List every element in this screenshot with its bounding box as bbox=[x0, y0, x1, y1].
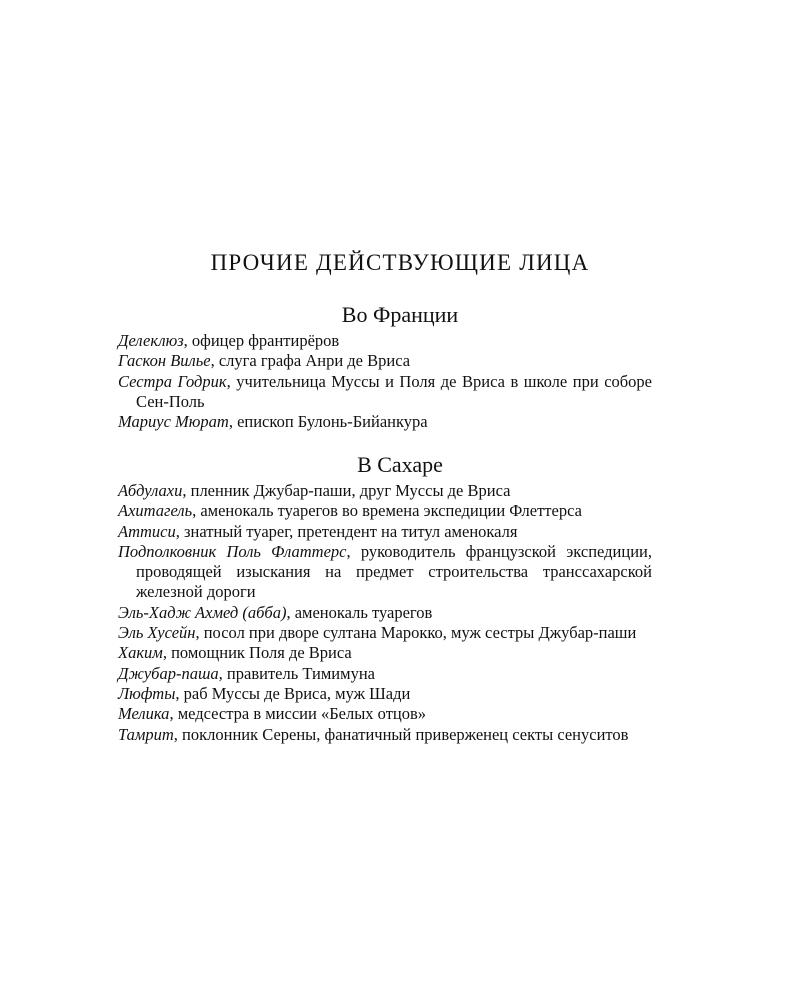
character-entry bbox=[118, 664, 652, 684]
character-name: Люфты bbox=[118, 683, 176, 703]
character-entry bbox=[118, 481, 652, 501]
character-description: , помощник Поля де Вриса bbox=[162, 643, 352, 663]
character-list-sahara bbox=[118, 481, 652, 745]
character-description: , епископ Булонь-Бийанкура bbox=[228, 412, 428, 432]
character-description: , раб Муссы де Вриса, муж Шади bbox=[175, 683, 411, 703]
character-name: Эль-Хадж Ахмед (абба) bbox=[118, 602, 287, 622]
character-entry bbox=[118, 351, 652, 371]
page-title: ПРОЧИЕ ДЕЙСТВУЮЩИЕ ЛИЦА bbox=[210, 250, 590, 275]
character-entry bbox=[118, 331, 652, 351]
character-name: Мелика bbox=[118, 704, 170, 724]
section-heading-sahara: В Сахаре bbox=[357, 452, 443, 477]
character-description: , правитель Тимимуна bbox=[218, 663, 375, 683]
character-description: , медсестра в миссии «Белых отцов» bbox=[169, 704, 427, 724]
character-entry bbox=[118, 542, 652, 603]
character-entry bbox=[118, 372, 652, 413]
character-name: Абдулахи bbox=[118, 481, 183, 500]
character-description: , слуга графа Анри де Вриса bbox=[210, 351, 411, 371]
character-description: , учительница Муссы и Поля де Вриса в школе при соборе Сен-Поль bbox=[136, 371, 652, 411]
character-description: , руководитель французской экспедиции, проводящей изыскания на предмет строительства транссахарской железной дороги bbox=[136, 541, 652, 602]
character-name: Мариус Мюрат bbox=[118, 412, 229, 432]
character-name: Джубар-паша bbox=[118, 663, 219, 683]
character-name: Ахитагель bbox=[118, 501, 193, 521]
character-name: Хаким bbox=[118, 643, 163, 663]
character-description: , аменокаль туарегов bbox=[286, 602, 433, 622]
character-entry bbox=[118, 623, 652, 643]
character-name: Аттиси bbox=[118, 521, 176, 541]
character-name: Гаскон Вилье bbox=[118, 351, 211, 371]
character-entry bbox=[118, 603, 652, 623]
character-name: Подполковник Поль Флаттерс bbox=[118, 541, 347, 561]
character-entry bbox=[118, 643, 652, 663]
character-name: Эль Хусейн bbox=[118, 623, 196, 643]
character-description: , офицер франтирёров bbox=[183, 331, 340, 350]
section-heading-france: Во Франции bbox=[341, 302, 459, 327]
character-entry bbox=[118, 704, 652, 724]
character-description: , аменокаль туарегов во времена экспедиции Флеттерса bbox=[192, 501, 582, 521]
character-description: , пленник Джубар-паши, друг Муссы де Вриса bbox=[182, 481, 511, 500]
character-name: Тамрит bbox=[118, 724, 174, 744]
character-name: Сестра Годрик bbox=[118, 371, 227, 391]
character-entry bbox=[118, 412, 652, 432]
character-name: Делеклюз bbox=[118, 331, 184, 350]
character-entry bbox=[118, 522, 652, 542]
character-description: , посол при дворе султана Марокко, муж сестры Джубар-паши bbox=[195, 623, 637, 643]
character-entry bbox=[118, 725, 652, 745]
character-description: , поклонник Серены, фанатичный приверженец секты сенуситов bbox=[173, 724, 629, 744]
character-list-france bbox=[118, 331, 652, 432]
character-entry bbox=[118, 501, 652, 521]
character-description: , знатный туарег, претендент на титул аменокаля bbox=[175, 521, 518, 541]
character-entry bbox=[118, 684, 652, 704]
